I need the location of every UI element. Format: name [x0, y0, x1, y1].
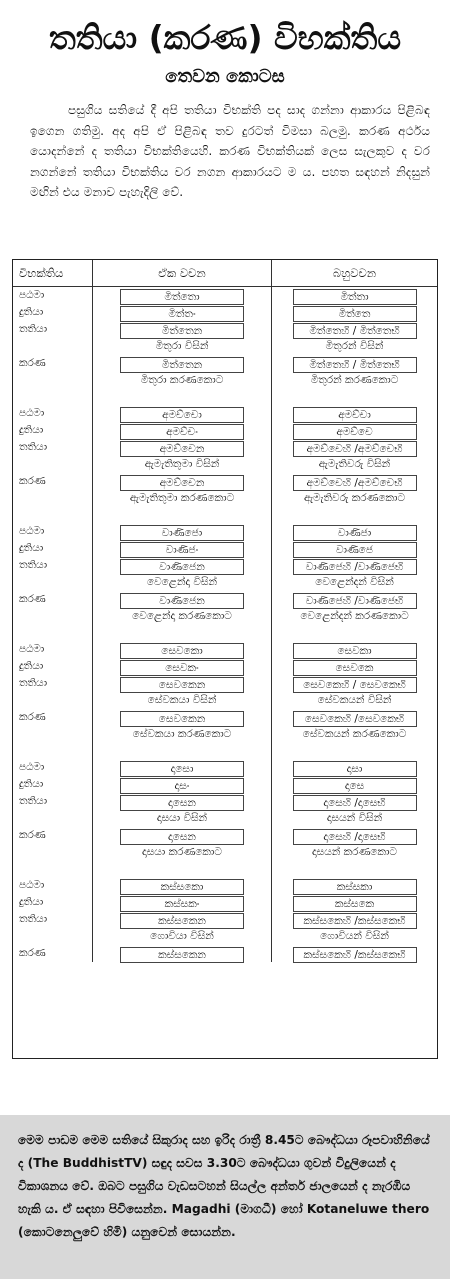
- table-row: [13, 759, 437, 776]
- plural-form: අමච්චා: [293, 407, 417, 423]
- table-row: [13, 321, 437, 355]
- table-row: [13, 658, 437, 675]
- singular-form: දාසං: [120, 778, 244, 794]
- plural-form: කස්සකෙහි /කස්සකෙභි: [293, 913, 417, 929]
- table-row: [13, 523, 437, 540]
- table-row: [13, 877, 437, 894]
- plural-form: මිත්තෙ: [293, 306, 417, 322]
- table-row: [13, 675, 437, 709]
- header-singular: ඒක වචන: [93, 260, 272, 287]
- table-row: [13, 827, 437, 861]
- table-header-row: [13, 260, 437, 287]
- table-row: [13, 439, 437, 473]
- case-label: කරණ: [19, 711, 46, 723]
- table-row: [13, 304, 437, 321]
- case-label: පඨමා: [19, 525, 45, 537]
- singular-form: වාණිජෙන: [120, 593, 244, 609]
- singular-form: සෙවකං: [120, 660, 244, 676]
- case-label: තතියා: [19, 323, 48, 335]
- page-subtitle: තෙවන කොටස: [165, 66, 285, 87]
- case-label: දුතියා: [19, 542, 44, 554]
- case-label: දුතියා: [19, 660, 44, 672]
- plural-form: අමච්චෙහි /අමච්චෙභි: [293, 441, 417, 457]
- table-row: [13, 776, 437, 793]
- singular-form: දාසො: [120, 761, 244, 777]
- plural-form: සෙවකෙහි /සෙවකෙභි: [293, 711, 417, 727]
- case-label: කරණ: [19, 829, 46, 841]
- plural-form: මිත්තෙහි / මිත්තෙභි: [293, 357, 417, 373]
- singular-form: කස්සකෙන: [120, 947, 244, 963]
- singular-form: මිත්තං: [120, 306, 244, 322]
- plural-form: සෙවකෙ: [293, 660, 417, 676]
- table-row: [13, 473, 437, 507]
- singular-form: ඇමැතිතුමා කරණකොට: [129, 492, 235, 504]
- singular-form: වාණිජං: [120, 542, 244, 558]
- table-row: [13, 355, 437, 389]
- plural-form: අමච්චෙහි /අමච්චෙභි: [293, 475, 417, 491]
- singular-form: සෙවකෙන: [120, 677, 244, 693]
- plural-form: වාණිජෙ: [293, 542, 417, 558]
- plural-form: මිතුරන් කරණකොට: [310, 374, 399, 386]
- table-row: [13, 591, 437, 625]
- declension-table: [12, 259, 438, 1059]
- case-label: පඨමා: [19, 643, 45, 655]
- plural-form: දාසෙහි /දාසෙභි: [293, 795, 417, 811]
- plural-form: සෙවකෙහි / සෙවකෙභි: [293, 677, 417, 693]
- footer-notice: මෙම පාඩම මෙම සතියේ සිකුරාද සහ ඉරිද රාත්‍රී 8.45ට බෞද්ධයා රූපවාහිනියේ ද (The BuddhistTV) සඳුද සවස 3.30ට බෞද්ධයා ගුවන් විදුලියෙන් ද විකාශනය වේ. ඔබට පසුගිය වැඩසටහන් සියල්ල අන්තර් ජාලයෙන් ද නැරඹිය හැකි ය. ඒ සඳහා පිවිසෙන්න. Magadhi (මාගධී) හෝ Kotaneluwe thero (කොටනෙලුවේ හිමි) යනුවෙන් සොයන්න.: [0, 1115, 450, 1279]
- plural-form: වාණිජෙහි /වාණිජෙභි: [293, 593, 417, 609]
- singular-form: මිත්තෙන: [120, 357, 244, 373]
- plural-form: දාසයන් විසින්: [326, 812, 383, 824]
- page-title: තතියා (කරණ) විභක්තිය: [48, 18, 402, 57]
- singular-form: දාසයා කරණකොට: [142, 846, 222, 858]
- plural-form: මිත්තා: [293, 289, 417, 305]
- singular-form: මිත්තෙන: [120, 323, 244, 339]
- plural-form: මිතුරන් විසින්: [325, 340, 384, 352]
- singular-form: දාසෙන: [120, 829, 244, 845]
- table-row: [13, 894, 437, 911]
- singular-form: වෙළෙන්දා විසින්: [146, 576, 217, 588]
- case-label: තතියා: [19, 441, 48, 453]
- singular-form: වාණිජෙන: [120, 559, 244, 575]
- case-label: තතියා: [19, 913, 48, 925]
- singular-form: කස්සකෙන: [120, 913, 244, 929]
- case-label: පඨමා: [19, 289, 45, 301]
- singular-form: සෙවකො: [120, 643, 244, 659]
- case-label: පඨමා: [19, 879, 45, 891]
- table-row: [13, 287, 437, 305]
- table-row: [13, 793, 437, 827]
- table-row: [13, 557, 437, 591]
- singular-form: සෙවකෙන: [120, 711, 244, 727]
- singular-form: ගොවියා විසින්: [150, 930, 214, 942]
- case-label: දුතියා: [19, 778, 44, 790]
- singular-form: සේවකයා විසින්: [147, 694, 217, 706]
- header-case: විභක්තිය: [13, 260, 93, 287]
- singular-form: වෙළෙන්දා කරණකොට: [132, 610, 232, 622]
- plural-form: මිත්තෙහි / මිත්තෙභි: [293, 323, 417, 339]
- singular-form: මිතුරා කරණකොට: [140, 374, 224, 386]
- case-label: කරණ: [19, 593, 46, 605]
- plural-form: වෙළෙන්දන් කරණකොට: [300, 610, 409, 622]
- plural-form: දාසෙ: [293, 778, 417, 794]
- case-label: කරණ: [19, 357, 46, 369]
- singular-form: අමච්චං: [120, 424, 244, 440]
- case-label: තතියා: [19, 559, 48, 571]
- table-row: [13, 945, 437, 962]
- group-spacer: [13, 625, 437, 641]
- case-label: දුතියා: [19, 424, 44, 436]
- plural-form: අමච්චෙ: [293, 424, 417, 440]
- singular-form: මිතුරා විසින්: [155, 340, 209, 352]
- plural-form: ඇමැතිවරු විසින්: [318, 458, 391, 470]
- table-row: [13, 540, 437, 557]
- singular-form: වාණිජො: [120, 525, 244, 541]
- singular-form: සේවකයා කරණකොට: [132, 728, 232, 740]
- case-label: පඨමා: [19, 761, 45, 773]
- table-body: [13, 287, 437, 963]
- plural-form: වාණිජෙහි /වාණිජෙභි: [293, 559, 417, 575]
- plural-form: කස්සකා: [293, 879, 417, 895]
- group-spacer: [13, 389, 437, 405]
- singular-form: කස්සකං: [120, 896, 244, 912]
- plural-form: ඇමැතිවරු කරණකොට: [303, 492, 406, 504]
- plural-form: ගොවියන් විසින්: [320, 930, 389, 942]
- declension-grid: [13, 260, 437, 962]
- case-label: කරණ: [19, 947, 46, 959]
- header-plural: බහුවචන: [272, 260, 438, 287]
- group-spacer: [13, 861, 437, 877]
- singular-form: මිත්තො: [120, 289, 244, 305]
- table-row: [13, 911, 437, 945]
- singular-form: දාසෙන: [120, 795, 244, 811]
- case-label: පඨමා: [19, 407, 45, 419]
- singular-form: කස්සකො: [120, 879, 244, 895]
- plural-form: වාණිජා: [293, 525, 417, 541]
- case-label: දුතියා: [19, 896, 44, 908]
- plural-form: කස්සකෙහි /කස්සකෙභි: [293, 947, 417, 963]
- singular-form: අමච්චො: [120, 407, 244, 423]
- case-label: තතියා: [19, 677, 48, 689]
- table-row: [13, 405, 437, 422]
- case-label: කරණ: [19, 475, 46, 487]
- singular-form: අමච්චෙන: [120, 441, 244, 457]
- table-row: [13, 709, 437, 743]
- intro-paragraph: පසුගිය සතියේ දී අපි තතියා විභක්ති පද සාද ගන්නා ආකාරය පිළිබඳ ඉගෙන ගතිමු. අද අපි ඒ පිළිබඳ තව දුරටත් විමසා බලමු. කරණ අර්ථය යොදන්නේ ද තතියා විභක්තියෙහි. කරණ විභක්තියක් ලෙස සැලකුව ද වර නගන්නේ තතියා විභක්තිය වර නගන ආකාරයට ම ය. පහත සඳහන් නිදසුන් මඟින් එය මනාව පැහැදිලි වේ.: [30, 103, 430, 200]
- plural-form: කස්සකෙ: [293, 896, 417, 912]
- singular-form: දාසයා විසින්: [156, 812, 208, 824]
- case-label: තතියා: [19, 795, 48, 807]
- singular-form: ඇමැතිතුමා විසින්: [144, 458, 220, 470]
- group-spacer: [13, 507, 437, 523]
- table-row: [13, 422, 437, 439]
- group-spacer: [13, 743, 437, 759]
- table-row: [13, 641, 437, 658]
- singular-form: අමච්චෙන: [120, 475, 244, 491]
- plural-form: වෙළෙන්දන් විසින්: [315, 576, 394, 588]
- plural-form: සේවකයන් විසින්: [317, 694, 392, 706]
- plural-form: දාසයන් කරණකොට: [312, 846, 397, 858]
- plural-form: දාසා: [293, 761, 417, 777]
- plural-form: දාසෙහි /දාසෙභි: [293, 829, 417, 845]
- case-label: දුතියා: [19, 306, 44, 318]
- plural-form: සෙවකා: [293, 643, 417, 659]
- plural-form: සේවකයන් කරණකොට: [302, 728, 407, 740]
